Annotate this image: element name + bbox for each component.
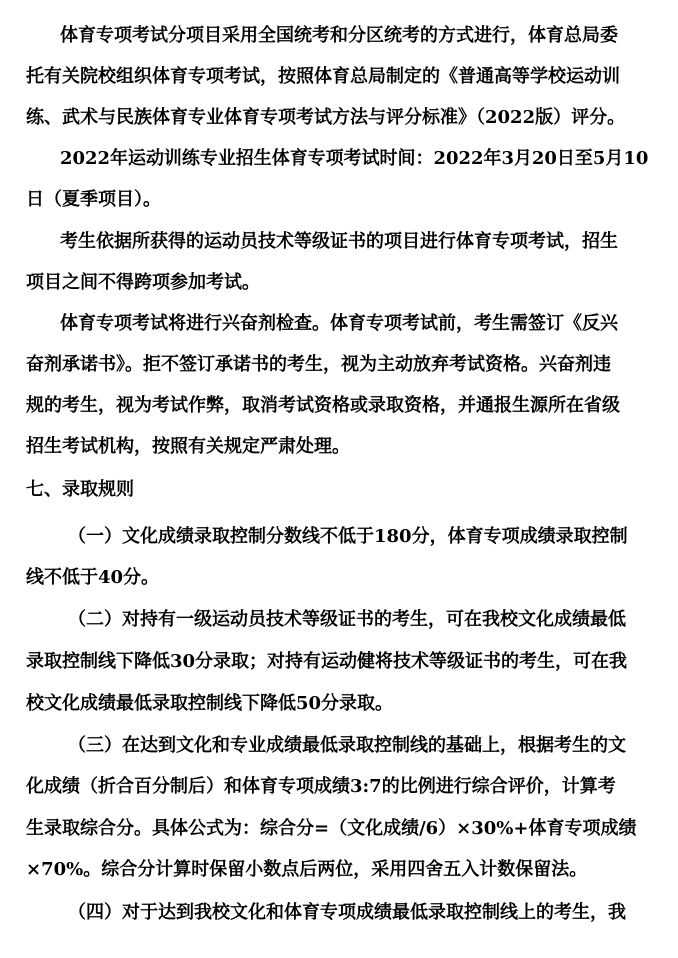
- text-line: 校文化成绩最低录取控制线下降低50分录取。: [26, 693, 394, 714]
- text-line: 托有关院校组织体育专项考试，按照体育总局制定的《普通高等学校运动训: [26, 66, 620, 87]
- section-title: 七、录取规则: [26, 479, 134, 500]
- text-line: 2022年运动训练专业招生体育专项考试时间：2022年3月20日至5月10: [60, 148, 649, 169]
- text-line: 线不低于40分。: [26, 567, 160, 588]
- rule-3-line-3: [0, 809, 678, 849]
- paragraph-2-line-1: [0, 139, 678, 179]
- text-line: （三）在达到文化和专业成绩最低录取控制线的基础上，根据考生的文: [68, 735, 626, 756]
- text-line: 招生考试机构，按照有关规定严肃处理。: [26, 436, 350, 457]
- paragraph-4-line-3: [0, 386, 678, 426]
- text-line: 体育专项考试分项目采用全国统考和分区统考的方式进行，体育总局委: [60, 25, 618, 46]
- paragraph-4-line-2: [0, 345, 678, 385]
- rule-1-line-1: [0, 517, 678, 557]
- paragraph-1-line-2: [0, 57, 678, 97]
- text-line: 体育专项考试将进行兴奋剂检查。体育专项考试前，考生需签订《反兴: [60, 313, 618, 334]
- rule-2-line-2: [0, 642, 678, 682]
- paragraph-4-line-4: [0, 427, 678, 467]
- text-line: （一）文化成绩录取控制分数线不低于180分，体育专项成绩录取控制: [68, 526, 628, 547]
- rule-4-line-1: [0, 893, 678, 933]
- rule-3-line-1: [0, 726, 678, 766]
- text-line: ×70%。综合分计算时保留小数点后两位，采用四舍五入计数保留法。: [26, 859, 588, 880]
- text-line: 练、武术与民族体育专业体育专项考试方法与评分标准》（2022版）评分。: [26, 107, 626, 128]
- rule-3-line-4: [0, 850, 678, 890]
- paragraph-3-line-1: [0, 222, 678, 262]
- text-line: 录取控制线下降低30分录取；对持有运动健将技术等级证书的考生，可在我: [26, 651, 628, 672]
- rule-1-line-2: [0, 558, 678, 598]
- text-line: 奋剂承诺书》。拒不签订承诺书的考生，视为主动放弃考试资格。兴奋剂违: [26, 354, 611, 375]
- paragraph-2-line-2: [0, 180, 678, 220]
- rule-3-line-2: [0, 767, 678, 807]
- rule-2-line-3: [0, 684, 678, 724]
- text-line: 项目之间不得跨项参加考试。: [26, 272, 260, 293]
- paragraph-3-line-2: [0, 263, 678, 303]
- text-line: （四）对于达到我校文化和体育专项成绩最低录取控制线上的考生，我: [68, 902, 626, 923]
- section-heading: [0, 470, 678, 510]
- text-line: 生录取综合分。具体公式为：综合分=（文化成绩/6）×30%+体育专项成绩: [26, 818, 637, 839]
- rule-2-line-1: [0, 600, 678, 640]
- text-line: 考生依据所获得的运动员技术等级证书的项目进行体育专项考试，招生: [60, 231, 618, 252]
- paragraph-1-line-3: [0, 98, 678, 138]
- paragraph-1-line-1: [0, 16, 678, 56]
- text-line: （二）对持有一级运动员技术等级证书的考生，可在我校文化成绩最低: [68, 609, 626, 630]
- text-line: 日（夏季项目）。: [26, 189, 161, 210]
- paragraph-4-line-1: [0, 304, 678, 344]
- text-line: 化成绩（折合百分制后）和体育专项成绩3:7的比例进行综合评价，计算考: [26, 776, 616, 797]
- text-line: 规的考生，视为考试作弊，取消考试资格或录取资格，并通报生源所在省级: [26, 395, 620, 416]
